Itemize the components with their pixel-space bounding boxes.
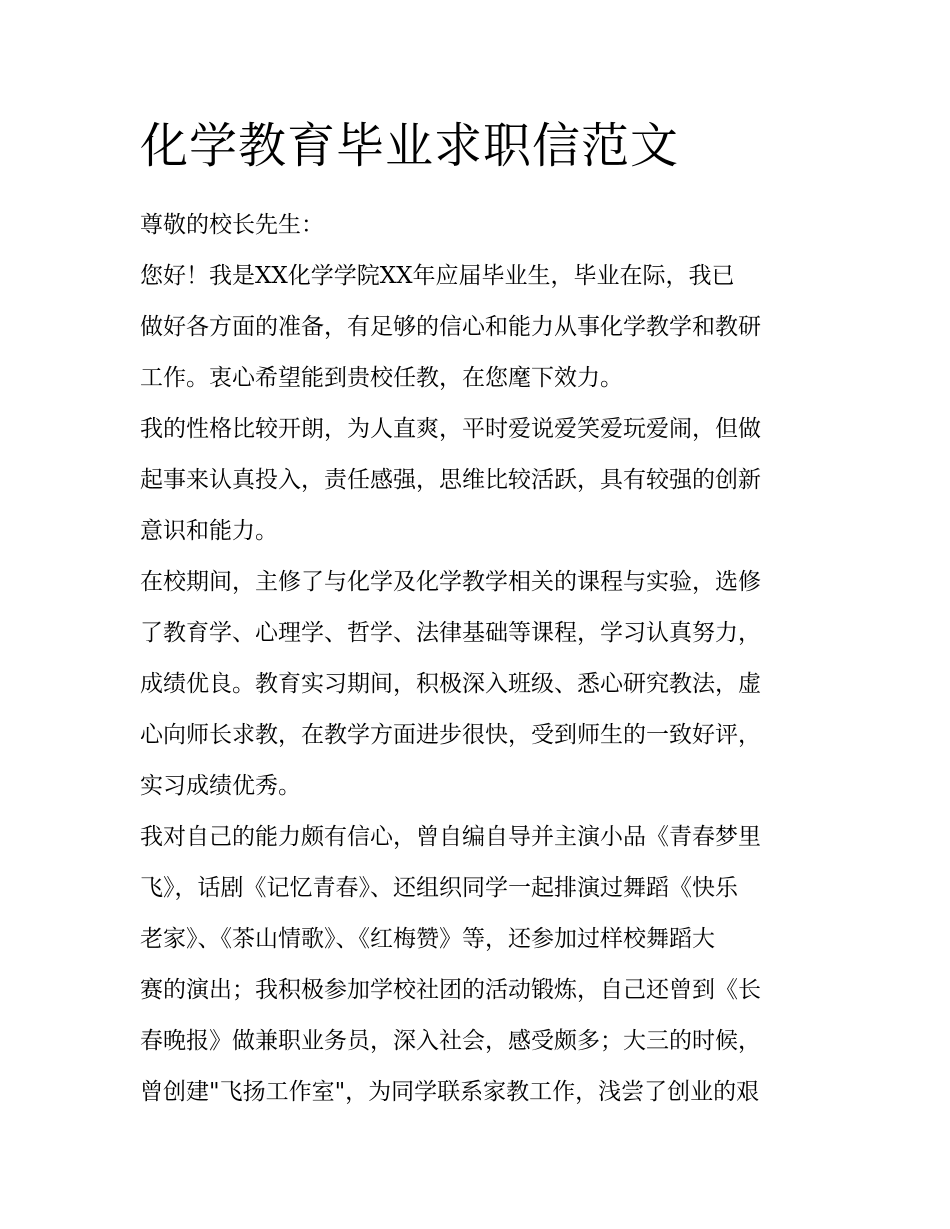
text-line: 心向师长求教，在教学方面进步很快，受到师生的一致好评，	[140, 722, 761, 748]
text-line: 做好各方面的准备，有足够的信心和能力从事化学教学和教研	[140, 314, 761, 340]
text-line: 曾创建"飞扬工作室"，为同学联系家教工作，浅尝了创业的艰	[140, 1079, 760, 1105]
text-line: 飞》，话剧《记忆青春》、还组织同学一起排演过舞蹈《快乐	[140, 875, 738, 901]
text-line: 了教育学、心理学、哲学、法律基础等课程，学习认真努力，	[140, 620, 761, 646]
text-line: 我对自己的能力颇有信心，曾自编自导并主演小品《青春梦里	[140, 824, 761, 850]
text-line: 我的性格比较开朗，为人直爽，平时爱说爱笑爱玩爱闹，但做	[140, 416, 761, 442]
text-line: 春晚报》做兼职业务员，深入社会，感受颇多；大三的时候，	[140, 1028, 761, 1054]
text-line: 您好！我是XX化学学院XX年应届毕业生，毕业在际，我已	[140, 263, 735, 289]
text-line: 工作。衷心希望能到贵校任教，在您麾下效力。	[140, 365, 623, 391]
text-line: 实习成绩优秀。	[140, 773, 301, 799]
salutation-line: 尊敬的校长先生：	[140, 212, 324, 238]
document-body	[140, 200, 820, 1118]
text-line: 在校期间，主修了与化学及化学教学相关的课程与实验，选修	[140, 569, 761, 595]
text-line: 老家》、《茶山情歌》、《红梅赞》等，还参加过样校舞蹈大	[140, 926, 715, 952]
text-line: 起事来认真投入，责任感强，思维比较活跃，具有较强的创新	[140, 467, 761, 493]
document-title: 化学教育毕业求职信范文	[140, 118, 680, 174]
text-line: 赛的演出；我积极参加学校社团的活动锻炼，自己还曾到《长	[140, 977, 761, 1003]
text-line: 意识和能力。	[140, 518, 278, 544]
text-line: 成绩优良。教育实习期间，积极深入班级、悉心研究教法，虚	[140, 671, 761, 697]
